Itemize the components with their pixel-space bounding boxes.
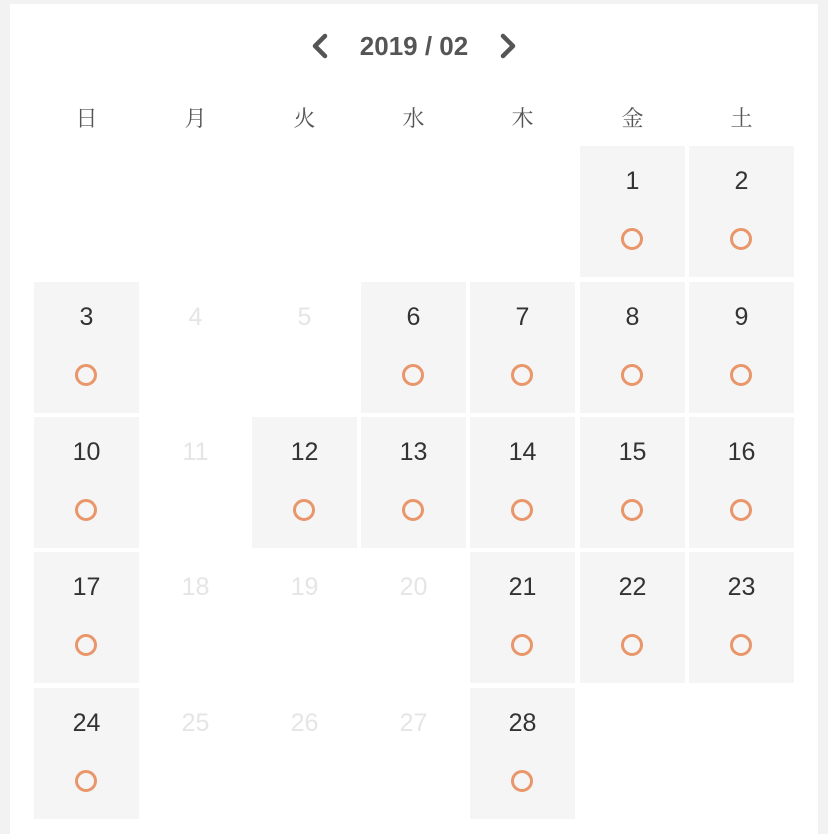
day-number: 13: [399, 438, 428, 466]
day-cell[interactable]: [580, 282, 685, 413]
day-number: 19: [290, 573, 319, 601]
day-cell[interactable]: [470, 688, 575, 819]
day-cell: [361, 688, 466, 819]
day-number: 21: [508, 573, 537, 601]
day-number: 20: [399, 573, 428, 601]
day-cell[interactable]: [580, 552, 685, 683]
day-cell[interactable]: [689, 552, 794, 683]
day-cell[interactable]: [689, 282, 794, 413]
available-circle-icon: [511, 499, 533, 521]
day-number: 12: [290, 438, 319, 466]
day-cell[interactable]: [34, 688, 139, 819]
available-circle-icon: [511, 770, 533, 792]
day-number: 9: [734, 303, 749, 331]
day-number: 28: [508, 709, 537, 737]
day-number: 6: [406, 303, 421, 331]
available-circle-icon: [511, 634, 533, 656]
day-number: 1: [625, 167, 640, 195]
day-number: 25: [181, 709, 210, 737]
day-number: 18: [181, 573, 210, 601]
day-cell[interactable]: [580, 146, 685, 277]
day-cell[interactable]: [34, 417, 139, 548]
day-number: 23: [727, 573, 756, 601]
day-number: 8: [625, 303, 640, 331]
day-number: 14: [508, 438, 537, 466]
day-cell: [252, 282, 357, 413]
available-circle-icon: [730, 364, 752, 386]
available-circle-icon: [293, 499, 315, 521]
day-number: 11: [182, 438, 209, 466]
day-cell: [143, 417, 248, 548]
weekday-thu: 木: [511, 107, 534, 132]
day-number: 22: [618, 573, 647, 601]
available-circle-icon: [621, 228, 643, 250]
day-cell[interactable]: [470, 552, 575, 683]
day-number: 2: [734, 167, 749, 195]
available-circle-icon: [402, 364, 424, 386]
weekday-sat: 土: [730, 107, 753, 132]
available-circle-icon: [730, 499, 752, 521]
weekday-mon: 月: [184, 107, 207, 132]
day-number: 5: [297, 303, 312, 331]
available-circle-icon: [75, 634, 97, 656]
available-circle-icon: [621, 364, 643, 386]
available-circle-icon: [402, 499, 424, 521]
month-title: 2019 / 02: [359, 31, 469, 61]
day-cell[interactable]: [470, 417, 575, 548]
available-circle-icon: [511, 364, 533, 386]
day-number: 4: [188, 303, 203, 331]
day-cell[interactable]: [689, 146, 794, 277]
weekday-tue: 火: [293, 107, 316, 132]
day-cell: [361, 552, 466, 683]
available-circle-icon: [621, 499, 643, 521]
day-number: 10: [72, 438, 101, 466]
weekday-wed: 水: [402, 107, 425, 132]
day-cell: [252, 688, 357, 819]
day-number: 26: [290, 709, 319, 737]
day-cell: [143, 282, 248, 413]
day-number: 3: [79, 303, 94, 331]
day-number: 15: [618, 438, 647, 466]
available-circle-icon: [730, 634, 752, 656]
available-circle-icon: [730, 228, 752, 250]
weekday-fri: 金: [621, 107, 644, 132]
day-cell: [143, 552, 248, 683]
day-number: 7: [515, 303, 530, 331]
day-number: 16: [727, 438, 756, 466]
available-circle-icon: [75, 364, 97, 386]
day-cell[interactable]: [361, 417, 466, 548]
day-cell: [143, 688, 248, 819]
available-circle-icon: [621, 634, 643, 656]
day-cell[interactable]: [252, 417, 357, 548]
available-circle-icon: [75, 499, 97, 521]
day-cell[interactable]: [470, 282, 575, 413]
day-cell[interactable]: [580, 417, 685, 548]
available-circle-icon: [75, 770, 97, 792]
day-number: 24: [72, 709, 101, 737]
day-cell[interactable]: [34, 552, 139, 683]
weekday-sun: 日: [75, 107, 98, 132]
day-cell[interactable]: [361, 282, 466, 413]
day-number: 27: [399, 709, 428, 737]
day-cell: [252, 552, 357, 683]
day-cell[interactable]: [689, 417, 794, 548]
day-number: 17: [72, 573, 101, 601]
day-cell[interactable]: [34, 282, 139, 413]
